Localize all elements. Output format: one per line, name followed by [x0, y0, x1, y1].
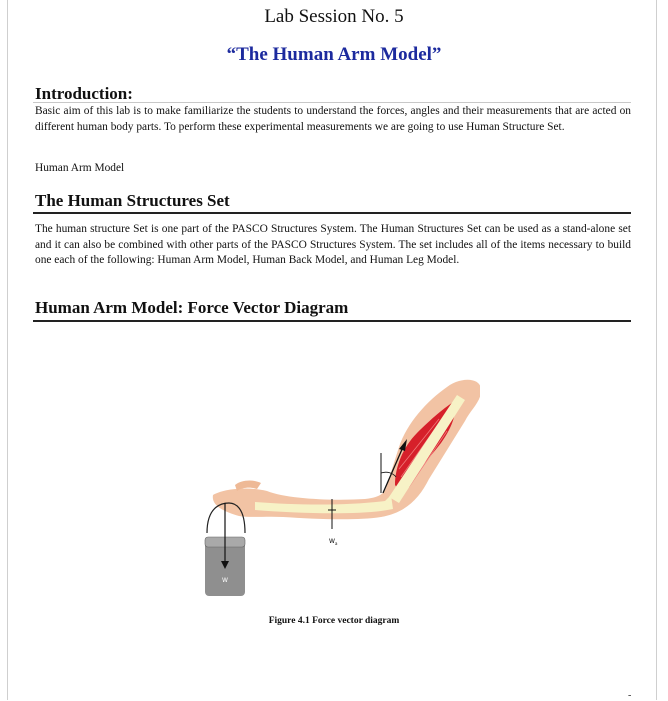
introduction-rule	[33, 102, 631, 103]
arm-weight-label: $W_a$	[329, 538, 338, 546]
force-diagram-heading: Human Arm Model: Force Vector Diagram	[35, 298, 349, 317]
introduction-heading: Introduction:	[35, 84, 133, 103]
force-diagram-rule	[33, 320, 631, 322]
page-edge-right	[656, 0, 657, 700]
document-title: “The Human Arm Model”	[226, 44, 442, 65]
lab-session-title: Lab Session No. 5	[264, 6, 404, 27]
structures-set-heading: The Human Structures Set	[35, 191, 230, 210]
forearm-skin	[213, 380, 480, 520]
human-arm-model-note: Human Arm Model	[35, 162, 125, 174]
figure-caption: Figure 4.1 Force vector diagram	[268, 616, 400, 626]
structures-set-rule	[33, 212, 631, 214]
page-edge-left	[7, 0, 8, 700]
weight-label: W	[222, 577, 228, 584]
force-vector-figure	[195, 365, 480, 610]
page-corner-mark: -	[628, 690, 632, 701]
introduction-paragraph: Basic aim of this lab is to make familiarize the students to understand the forces, angles and their measurements that are acted on different human body parts. To perform these experimental measurements we are going to use Human Structure Set.	[35, 105, 631, 133]
structures-set-paragraph: The human structure Set is one part of the PASCO Structures System. The Human Structures Set can be used as a stand-alone set and it can also be combined with other parts of the PASCO Structures System. The set includes all of the items necessary to build one each of the following: Human Arm Model, Human Back Model, and Human Leg Model.	[35, 223, 631, 266]
